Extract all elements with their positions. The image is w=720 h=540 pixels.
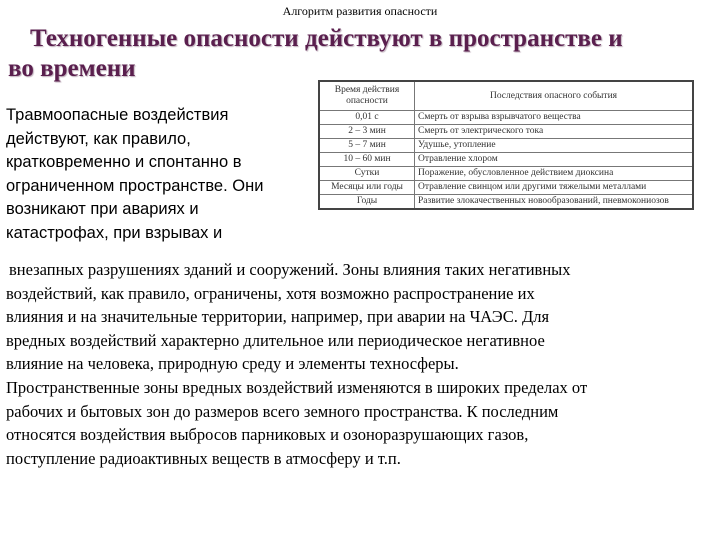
table-row <box>319 167 693 181</box>
effect-cell: Поражение, обусловленное действием диоксина <box>415 167 694 181</box>
table-row <box>319 139 693 153</box>
time-cell: Месяцы или годы <box>319 181 415 195</box>
body-line: относятся воздействия выбросов парниковых и озоноразрушающих газов, <box>6 425 529 445</box>
intro-line: возникают при авариях и <box>6 200 199 218</box>
time-cell: 2 – 3 мин <box>319 125 415 139</box>
effect-cell: Развитие злокачественных новообразований, пневмокониозов <box>415 195 694 210</box>
effect-cell: Отравление свинцом или другими тяжелыми металлами <box>415 181 694 195</box>
slide-caption: Алгоритм развития опасности <box>282 4 438 18</box>
body-line: влияние на человека, природную среду и элементы техносферы. <box>6 354 459 374</box>
effect-cell: Смерть от электрического тока <box>415 125 694 139</box>
time-cell: Годы <box>319 195 415 210</box>
body-line: влияния и на значительные территории, например, при аварии на ЧАЭС. Для <box>6 307 550 327</box>
table-row <box>319 153 693 167</box>
hazard-duration-table <box>318 80 694 210</box>
intro-line: Травмоопасные воздействия <box>6 106 229 124</box>
title-line-1: Техногенные опасности действуют в пространстве и <box>30 25 623 52</box>
effect-cell: Смерть от взрыва взрывчатого вещества <box>415 111 694 125</box>
body-paragraph <box>6 258 716 470</box>
effect-cell: Отравление хлором <box>415 153 694 167</box>
table-row <box>319 181 693 195</box>
body-line: рабочих и бытовых зон до размеров всего земного пространства. К последним <box>6 401 559 421</box>
table-row <box>319 195 693 210</box>
column-header-time: Время действия опасности <box>319 81 415 111</box>
intro-line: кратковременно и спонтанно в <box>6 153 242 171</box>
intro-line: катастрофах, при взрывах и <box>6 223 223 242</box>
intro-paragraph <box>6 104 311 245</box>
time-cell: 10 – 60 мин <box>319 153 415 167</box>
intro-line: ограниченном пространстве. Они <box>6 176 264 195</box>
time-cell: 5 – 7 мин <box>319 139 415 153</box>
body-line: вредных воздействий характерно длительное или периодическое негативное <box>6 330 545 350</box>
title-line-2: во времени <box>8 55 136 82</box>
body-line: внезапных разрушениях зданий и сооружений. Зоны влияния таких негативных <box>9 260 571 279</box>
table-row <box>319 125 693 139</box>
intro-line: действуют, как правило, <box>6 129 191 148</box>
body-line: воздействий, как правило, ограничены, хотя возможно распространение их <box>6 283 535 303</box>
time-cell: Сутки <box>319 167 415 181</box>
table-header-row <box>319 81 693 111</box>
column-header-effect: Последствия опасного события <box>415 81 694 111</box>
table-row <box>319 111 693 125</box>
effect-cell: Удушье, утопление <box>415 139 694 153</box>
time-cell: 0,01 с <box>319 111 415 125</box>
body-line: Пространственные зоны вредных воздействий изменяются в широких пределах от <box>6 377 588 397</box>
body-line: поступление радиоактивных веществ в атмосферу и т.п. <box>6 448 401 468</box>
slide-title <box>8 24 708 84</box>
